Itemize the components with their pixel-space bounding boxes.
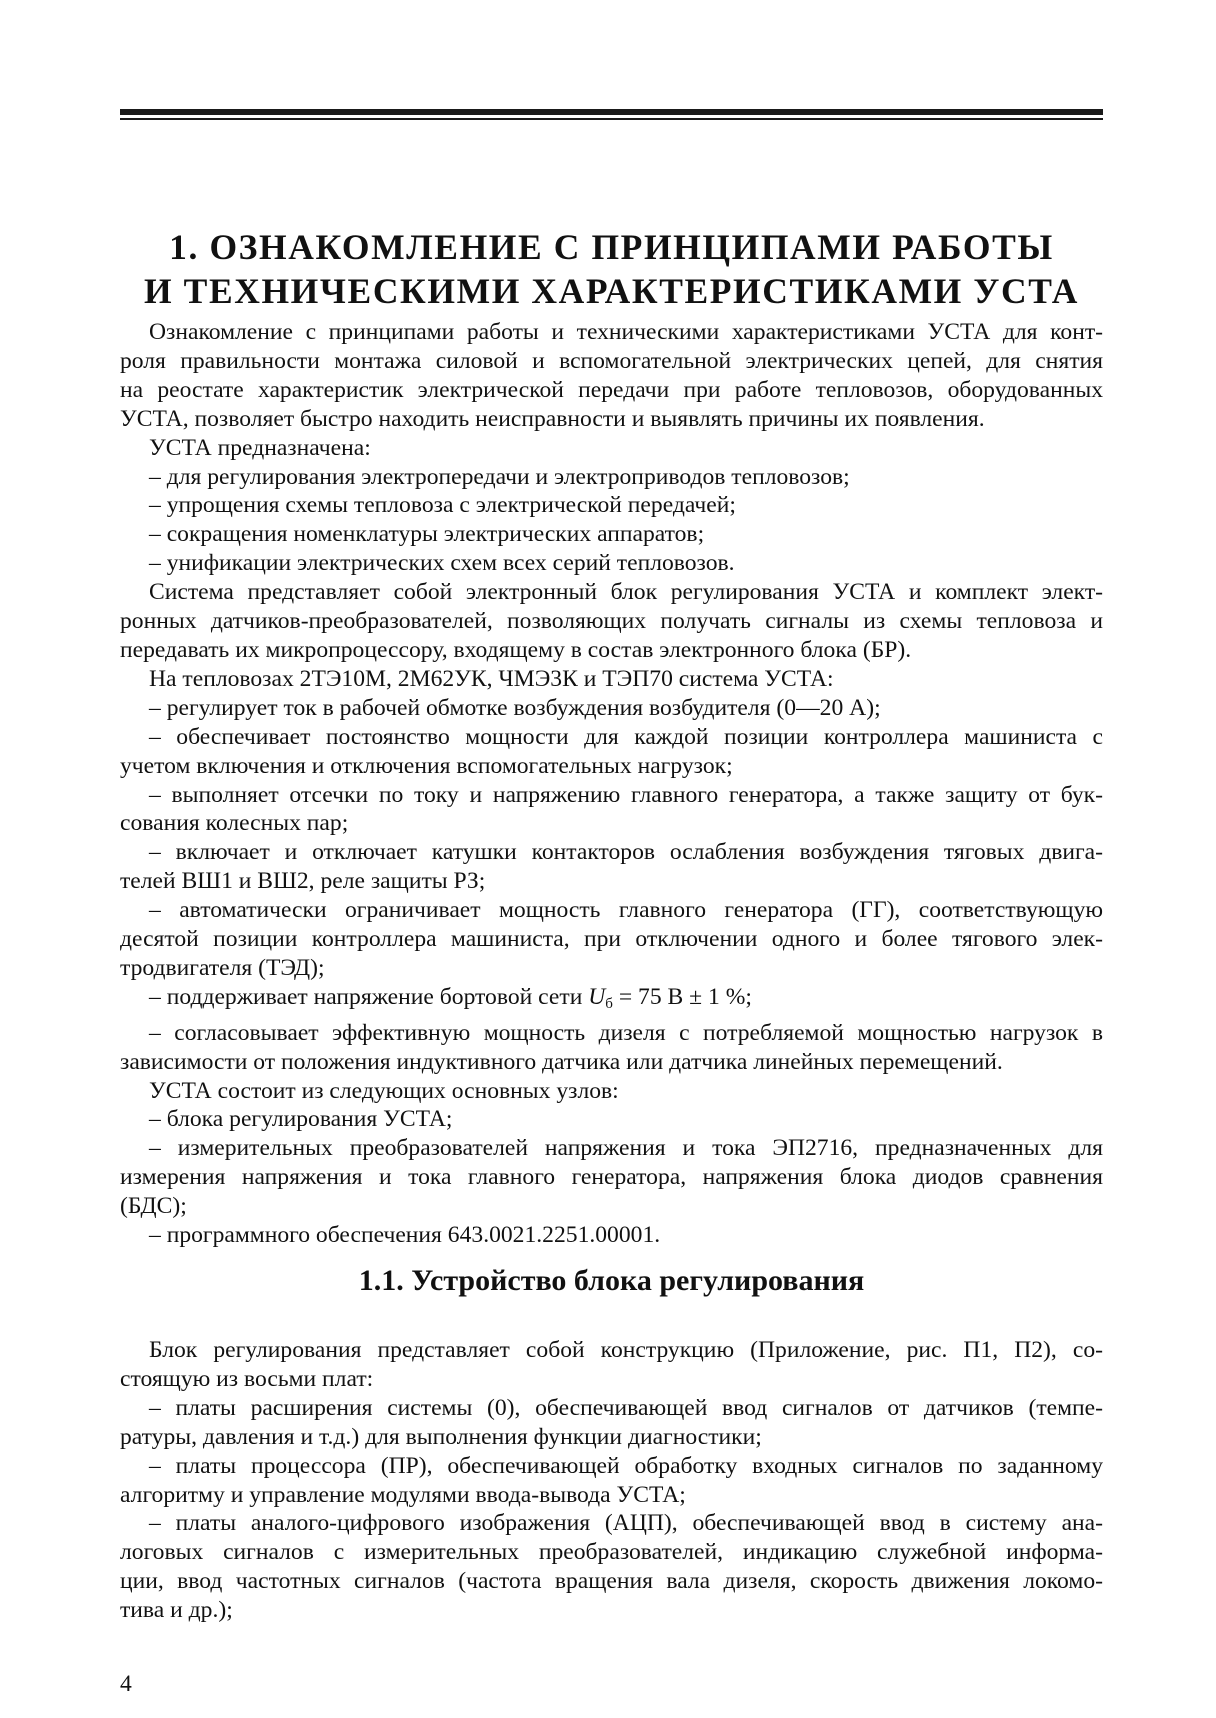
section-body [120,1336,1103,1625]
list-item: – упрощения схемы тепловоза с электрической передачей; [149,492,736,519]
purpose-list [120,463,1103,579]
text-line: – включает и отключает катушки контакторов ослабления возбуждения тяговых двига- [149,839,1103,866]
text-line: Блок регулирования представляет собой конструкцию (Приложение, рис. П1, П2), со- [149,1337,1103,1363]
text-line: десятой позиции контроллера машиниста, при отключении одного и более тягового элек- [120,926,1103,953]
chapter-title [120,225,1103,313]
text-line: Система представляет собой электронный блок регулирования УСТА и комплект элект- [149,579,1103,606]
component-item [120,1105,1103,1134]
text-line: – программного обеспечения 643.0021.2251.00001. [149,1222,661,1249]
list-item: – сокращения номенклатуры электрических аппаратов; [149,521,705,548]
function-item [120,838,1103,896]
text-line: – выполняет отсечки по току и напряжению главного генератора, а также защиту от бук- [149,781,1103,808]
text-line: – автоматически ограничивает мощность главного генератора (ГГ), соответствующую [149,897,1103,924]
text-line: тива и др.); [120,1597,233,1624]
list-item: – для регулирования электропередачи и электроприводов тепловозов; [149,463,850,490]
text-line: УСТА, позволяет быстро находить неисправности и выявлять причины их появления. [120,405,985,432]
text-line: – обеспечивает постоянство мощности для каждой позиции контроллера машиниста с [149,723,1103,750]
voltage-value: = 75 В ± 1 %; [612,983,752,1010]
text-line: (БДС); [120,1193,187,1220]
section-title: 1.1. Устройство блока регулирования [358,1264,865,1297]
function-item [120,781,1103,839]
component-item [120,1221,1103,1250]
text-line: ции, ввод частотных сигналов (частота вращения вала дизеля, скорость движения локомо- [120,1568,1103,1595]
text-line: сования колесных пар; [120,810,349,837]
text-line: На тепловозах 2ТЭ10М, 2М62УК, ЧМЭ3К и ТЭП70 система УСТА: [149,665,834,692]
header-rule-thick [120,109,1103,115]
purpose-heading [120,434,1103,463]
board-item [120,1452,1103,1510]
text-line: – измерительных преобразователей напряжения и тока ЭП2716, предназначенных для [149,1135,1103,1162]
text-line: учетом включения и отключения вспомогательных нагрузок; [120,752,733,779]
text-line: ронных датчиков-преобразователей, позволяющих получать сигналы из схемы тепловоза и [120,608,1103,635]
function-item [120,896,1103,983]
text-line: – платы расширения системы (0), обеспечивающей ввод сигналов от датчиков (темпе- [149,1394,1103,1421]
header-rule-thin [120,118,1103,120]
text-line: – согласовывает эффективную мощность дизеля с потребляемой мощностью нагрузок в [149,1019,1103,1046]
text-line [120,983,1103,1019]
text-line: зависимости от положения индуктивного датчика или датчика линейных перемещений. [120,1048,1003,1075]
text-line: ратуры, давления и т.д.) для выполнения функции диагностики; [120,1423,762,1450]
page-number: 4 [120,1671,132,1697]
component-item [120,1134,1103,1221]
text-line: стоящую из восьми плат: [120,1365,374,1392]
text-line: алгоритму и управление модулями ввода-вывода УСТА; [120,1481,686,1508]
voltage-subscript: б [605,995,613,1012]
chapter-body [120,318,1103,1250]
function-item-voltage [120,983,1103,1019]
text-line: логовых сигналов с измерительных преобразователей, индикацию служебной информа- [120,1539,1103,1566]
text-line: тродвигателя (ТЭД); [120,954,325,981]
chapter-title-line: 1. ОЗНАКОМЛЕНИЕ С ПРИНЦИПАМИ РАБОТЫ [169,227,1054,267]
text-line: передавать их микропроцессору, входящему в состав электронного блока (БР). [120,636,912,663]
text-line: УСТА предназначена: [149,434,371,461]
text-line: УСТА состоит из следующих основных узлов: [149,1077,619,1104]
section-intro [120,1336,1103,1394]
components-heading [120,1077,1103,1106]
text-line: измерения напряжения и тока главного генератора, напряжения блока диодов сравнения [120,1164,1103,1191]
board-item [120,1394,1103,1452]
text-line: – блока регулирования УСТА; [149,1106,453,1133]
text-line: – платы аналого-цифрового изображения (АЦП), обеспечивающей ввод в систему ана- [149,1510,1103,1537]
locomotives-heading [120,665,1103,694]
text-line: телей ВШ1 и ВШ2, реле защиты РЗ; [120,868,486,895]
function-item [120,694,1103,723]
text-line: роля правильности монтажа силовой и вспомогательной электрических цепей, для снятия [120,347,1103,374]
function-item [120,1019,1103,1077]
system-paragraph [120,578,1103,665]
board-item [120,1509,1103,1625]
text-line: Ознакомление с принципами работы и техническими характеристиками УСТА для конт- [149,319,1103,345]
chapter-title-line: И ТЕХНИЧЕСКИМИ ХАРАКТЕРИСТИКАМИ УСТА [143,271,1079,311]
text-line: – регулирует ток в рабочей обмотке возбуждения возбудителя (0—20 А); [149,694,881,721]
voltage-symbol: U [588,983,606,1010]
text-line: на реостате характеристик электрической передачи при работе тепловозов, оборудованных [120,376,1103,403]
voltage-prefix: – поддерживает напряжение бортовой сети [149,983,589,1010]
intro-paragraph [120,318,1103,434]
function-item [120,723,1103,781]
text-line: – платы процессора (ПР), обеспечивающей обработку входных сигналов по заданному [149,1452,1103,1479]
list-item: – унификации электрических схем всех серий тепловозов. [149,550,735,577]
